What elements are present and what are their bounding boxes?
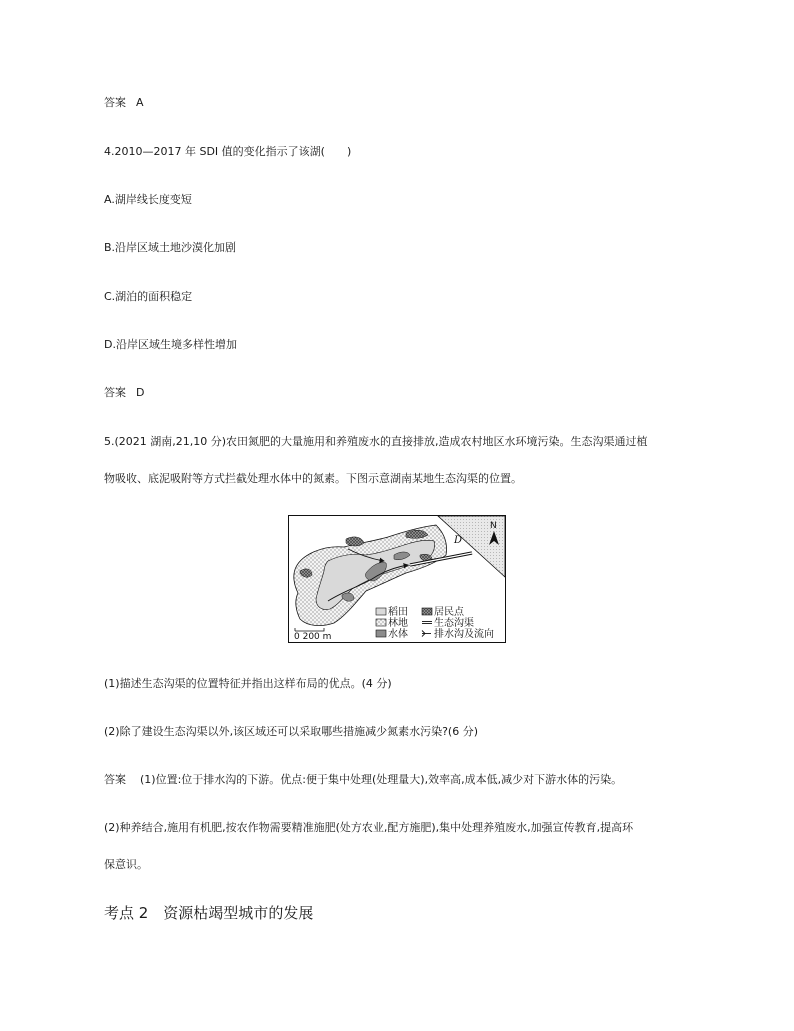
lake-label: D [454, 535, 463, 546]
answer-line-q5-part-2: (2)种养结合,施用有机肥,按农作物需要精准施肥(处方农业,配方施肥),集中处理养殖废水,加强宣传教育,提高环 [104, 821, 634, 834]
answer-text: (1)位置:位于排水沟的下游。优点:便于集中处理(处理量大),效率高,成本低,减少对下游水体的污染。 [140, 773, 623, 786]
legend-swatch-paddy [376, 608, 386, 615]
question-4-option-c: C.湖泊的面积稳定 [104, 290, 193, 303]
question-5-sub-1: (1)描述生态沟渠的位置特征并指出这样布局的优点。(4 分) [104, 677, 392, 690]
legend-label-forest: 林地 [388, 618, 408, 629]
question-5-sub-2: (2)除了建设生态沟渠以外,该区域还可以采取哪些措施减少氮素水污染?(6 分) [104, 725, 478, 738]
question-4-option-a: A.湖岸线长度变短 [104, 193, 192, 206]
answer-line-q5-part-1 [104, 773, 622, 787]
question-4-option-b: B.沿岸区域土地沙漠化加剧 [104, 241, 237, 254]
question-4-option-d: D.沿岸区域生境多样性增加 [104, 338, 237, 351]
answer-line-q3 [104, 96, 144, 110]
legend-label-residential: 居民点 [434, 607, 464, 618]
section-heading: 考点 2 资源枯竭型城市的发展 [104, 904, 314, 922]
eco-ditch-map-figure [288, 515, 506, 643]
eco-ditch-map [288, 515, 506, 643]
legend-label-eco-ditch: 生态沟渠 [434, 618, 474, 629]
answer-value: D [136, 386, 145, 399]
question-5-stem-line-2: 物吸收、底泥吸附等方式拦截处理水体中的氮素。下图示意湖南某地生态沟渠的位置。 [104, 472, 522, 485]
answer-line-q4 [104, 386, 144, 400]
answer-value: A [136, 96, 144, 109]
legend-swatch-water [376, 630, 386, 637]
question-5-stem-line-1: 5.(2021 湖南,21,10 分)农田氮肥的大量施用和养殖废水的直接排放,造成农村地区水环境污染。生态沟渠通过植 [104, 435, 648, 448]
north-label: N [490, 521, 497, 531]
legend-label-drain: 排水沟及流向 [434, 629, 494, 640]
legend-swatch-forest [376, 619, 386, 626]
answer-label: 答案 [104, 773, 126, 786]
scale-label: 0 200 m [294, 632, 332, 642]
question-4-stem: 4.2010—2017 年 SDI 值的变化指示了该湖( ) [104, 145, 352, 158]
answer-label: 答案 [104, 386, 126, 399]
answer-label: 答案 [104, 96, 126, 109]
legend-label-paddy: 稻田 [388, 607, 408, 618]
legend-label-water: 水体 [388, 629, 408, 640]
answer-line-q5-part-2-cont: 保意识。 [104, 858, 148, 871]
legend-swatch-residential [422, 608, 432, 615]
